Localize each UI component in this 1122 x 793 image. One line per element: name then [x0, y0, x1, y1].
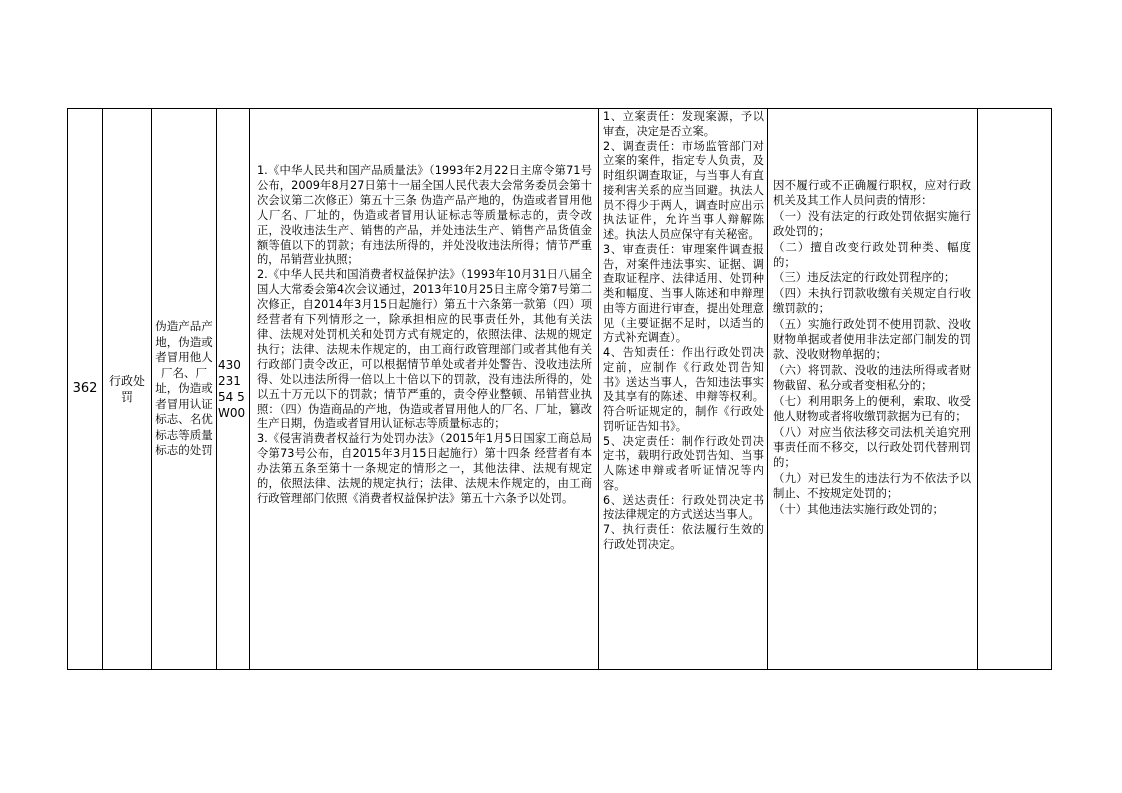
- item-code: 43023154 5W00: [218, 358, 246, 420]
- accountability-item-4: （四）未执行罚款收缴有关规定自行收缴罚款的；: [773, 285, 971, 316]
- responsibility-4: 4、告知责任：作出行政处罚决定前，应制作《行政处罚告知书》送达当事人，告知违法事实及其享有的陈述、申辩等权利。符合听证规定的，制作《行政处罚听证告知书》。: [603, 346, 764, 433]
- accountability-cell: [768, 109, 978, 669]
- item-name: 伪造产品产地，伪造或者冒用他人厂名、厂址，伪造或者冒用认证标志、名优标志等质量标志的处罚: [155, 319, 213, 458]
- responsibility-7: 7、执行责任：依法履行生效的行政处罚决定。: [603, 523, 764, 551]
- accountability-item-5: （五）实施行政处罚不使用罚款、没收财物单据或者使用非法定部门制发的罚款、没收财物单据的；: [773, 316, 971, 362]
- responsibility-2: 2、调查责任：市场监管部门对立案的案件，指定专人负责，及时组织调查取证，与当事人有直接利害关系的应当回避。执法人员不得少于两人，调查时应出示执法证件，允许当事人辩解陈述。执法人员应保守有关秘密。: [603, 139, 764, 241]
- responsibility-1: 1、立案责任：发现案源，予以审查，决定是否立案。: [603, 110, 764, 138]
- category-label: 行政处罚: [108, 374, 145, 404]
- legal-basis-1: 1.《中华人民共和国产品质量法》（1993年2月22日主席令第71号公布，2009年8月27日第十一届全国人民代表大会常务委员会第十次会议第二次修正）第五十三条 伪造产品产地的，伪造或者冒用他人厂名、厂址的，伪造或者冒用认证标志等质量标志的，责令改正，没收违法生产、销售的产品，并处违法生产、销售产品货值金额等值以下的罚款；有违法所得的，并处没收违法所得；情节严重的，吊销营业执照；: [257, 164, 592, 267]
- legal-basis-2: 2.《中华人民共和国消费者权益保护法》（1993年10月31日八届全国人大常委会第4次会议通过，2013年10月25日主席令第7号第二次修正，自2014年3月15日起施行）第五十六条第一款第（四）项 经营者有下列情形之一，除承担相应的民事责任外，其他有关法律、法规对处罚机关和处罚方式有规定的，依照法律、法规的规定执行；法律、法规未作规定的，由工商行政管理部门或者其他有关行政部门责令改正，可以根据情节单处或者并处警告、没收违法所得、处以违法所得一倍以上十倍以下的罚款，没有违法所得的，处以五十万元以下的罚款；情节严重的，责令停业整顿、吊销营业执照：（四）伪造商品的产地，伪造或者冒用他人的厂名、厂址，篡改生产日期，伪造或者冒用认证标志等质量标志的；: [257, 268, 592, 431]
- item-name-cell: [152, 109, 217, 669]
- accountability-item-7: （七）利用职务上的便利，索取、收受他人财物或者将收缴罚款据为已有的；: [773, 393, 971, 424]
- accountability-intro: 因不履行或不正确履行职权，应对行政机关及其工作人员问责的情形：: [773, 178, 971, 208]
- accountability-item-9: （九）对已发生的违法行为不依法予以制止、不按规定处罚的；: [773, 470, 971, 501]
- row-number-cell: [68, 109, 103, 669]
- remarks-cell: [978, 109, 1051, 669]
- legal-basis-3: 3.《侵害消费者权益行为处罚办法》（2015年1月5日国家工商总局令第73号公布，自2015年3月15日起施行）第十四条 经营者有本办法第五条至第十一条规定的情形之一，其他法律、法规有规定的，依照法律、法规的规定执行；法律、法规未作规定的，由工商行政管理部门依照《消费者权益保护法》第五十六条予以处罚。: [257, 432, 592, 505]
- accountability-item-1: （一）没有法定的行政处罚依据实施行政处罚的；: [773, 208, 971, 239]
- responsibility-table: [67, 108, 1052, 670]
- accountability-item-2: （二）擅自改变行政处罚种类、幅度的；: [773, 239, 971, 270]
- responsibilities-cell: [599, 109, 768, 669]
- category-cell: [103, 109, 152, 669]
- accountability-item-8: （八）对应当依法移交司法机关追究刑事责任而不移交，以行政处罚代替刑罚的；: [773, 424, 971, 470]
- responsibility-3: 3、审查责任：审理案件调查报告，对案件违法事实、证据、调查取证程序、法律适用、处罚种类和幅度、当事人陈述和申辩理由等方面进行审查，提出处理意见（主要证据不足时，以适当的方式补充调查）。: [603, 242, 764, 345]
- row-number: 362: [72, 380, 98, 396]
- responsibility-5: 5、决定责任：制作行政处罚决定书，载明行政处罚告知、当事人陈述申辩或者听证情况等内容。: [603, 434, 764, 492]
- accountability-item-6: （六）将罚款、没收的违法所得或者财物截留、私分或者变相私分的；: [773, 362, 971, 393]
- legal-basis-cell: [250, 109, 599, 669]
- accountability-item-3: （三）违反法定的行政处罚程序的；: [773, 270, 956, 285]
- accountability-item-10: （十）其他违法实施行政处罚的；: [773, 501, 944, 516]
- item-code-cell: [217, 109, 250, 669]
- responsibility-6: 6、送达责任：行政处罚决定书按法律规定的方式送达当事人。: [603, 493, 764, 522]
